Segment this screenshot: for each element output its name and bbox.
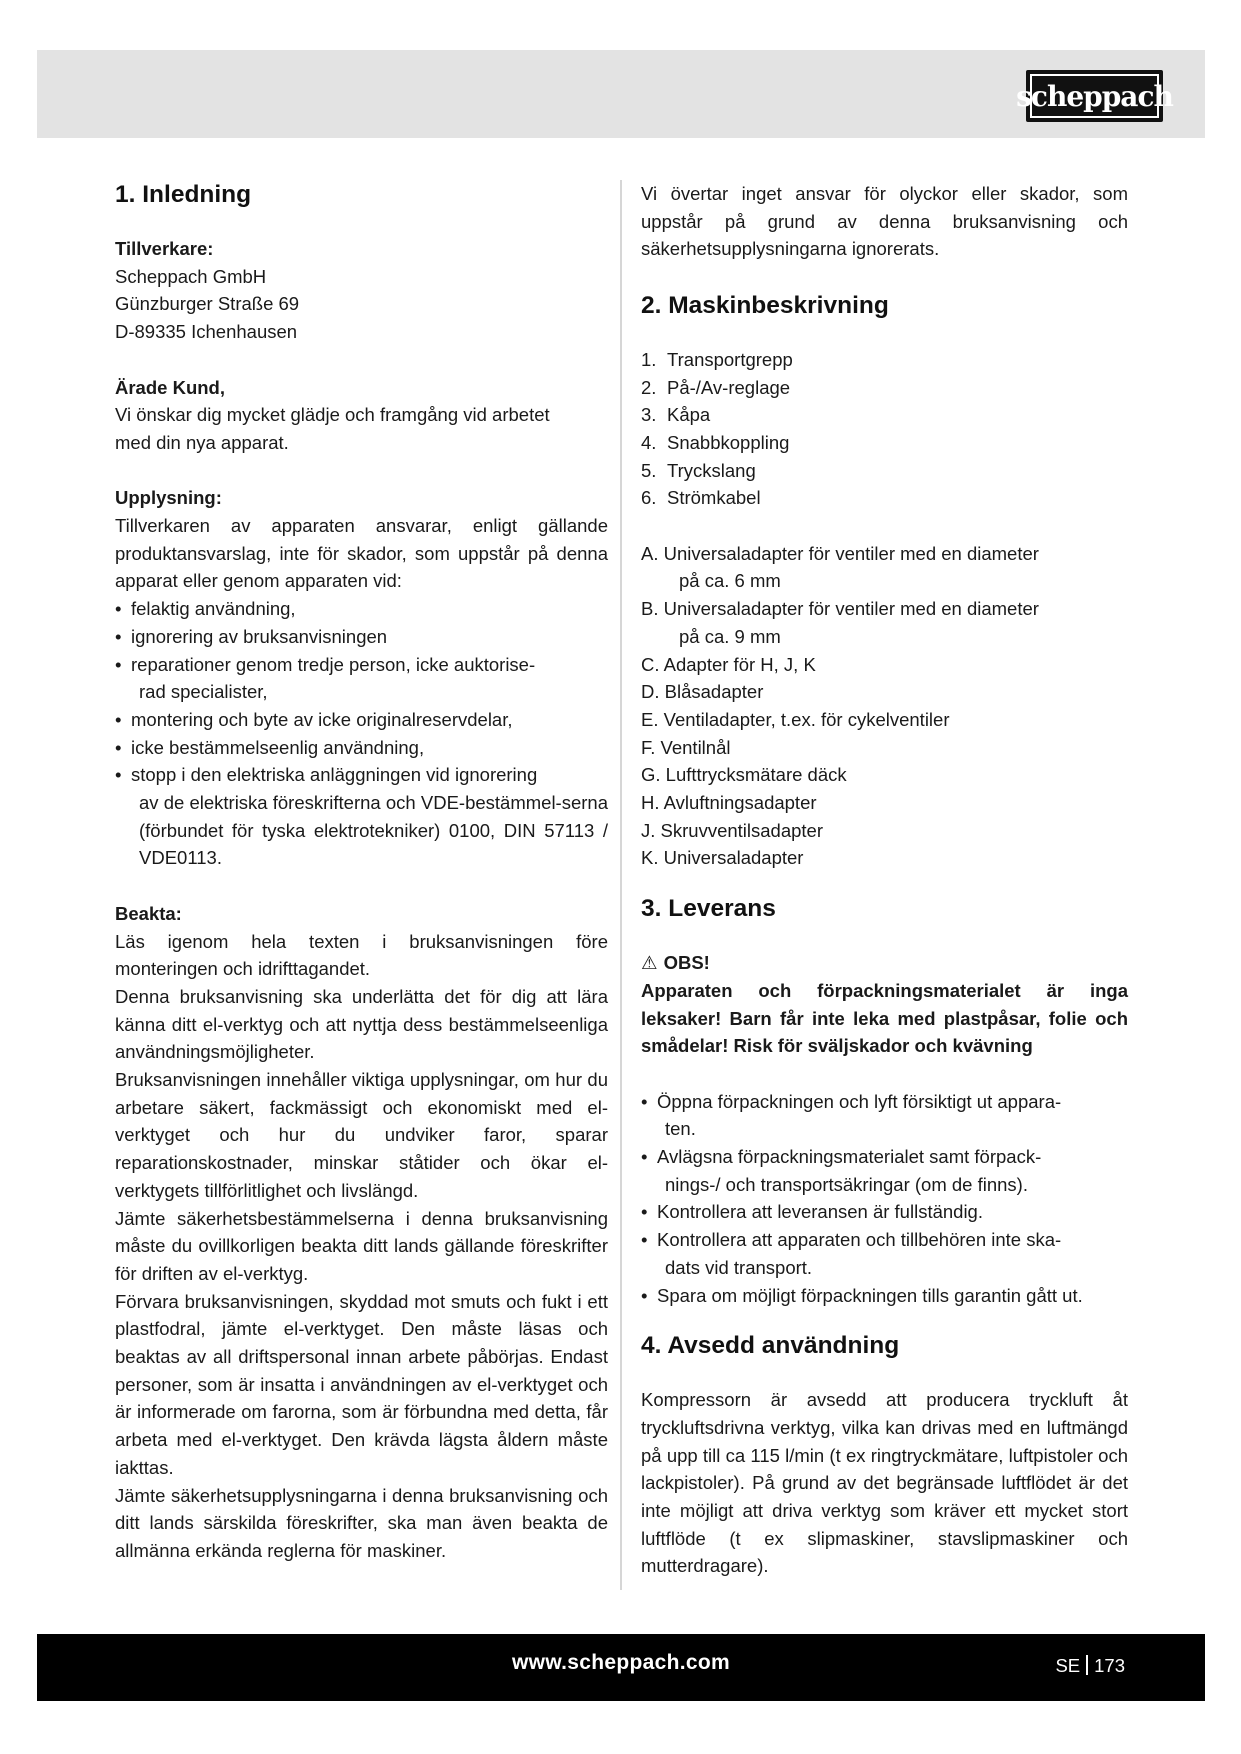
list-item: 5. Tryckslang	[641, 459, 756, 481]
list-item: • Kontrollera att leveransen är fullständig.	[641, 1198, 1128, 1226]
manufacturer-line: Scheppach GmbH	[115, 265, 267, 287]
manufacturer-label: Tillverkare:	[115, 238, 214, 259]
scheppach-logo	[1016, 70, 1173, 122]
list-item: A. Universaladapter för ventiler med en diameter på ca. 6 mm	[641, 542, 1039, 592]
list-item: • reparationer genom tredje person, icke auktorise- rad specialister,	[115, 651, 608, 706]
list-item: H. Avluftningsadapter	[641, 792, 817, 814]
note-paragraph: Jämte säkerhetsupplysningarna i denna bruksanvisning och ditt lands särskilda föreskrifter, ska man även beakta de allmänna erkända reglerna för maskiner.	[115, 1484, 608, 1561]
list-item: • stopp i den elektriska anläggningen vid ignorering av de elektriska föreskrifterna och VDE-bestämmel-serna (förbundet för tyska elektrotekniker) 0100, DIN 57113 / VDE0113.	[115, 761, 608, 872]
warning-title: ⚠ OBS!	[641, 949, 1128, 977]
list-item: • ignorering av bruksanvisningen	[115, 623, 608, 651]
dear-customer-line: Vi önskar dig mycket glädje och framgång vid arbetet	[115, 404, 550, 426]
list-item: D. Blåsadapter	[641, 681, 764, 703]
notice-text: Tillverkaren av apparaten ansvarar, enligt gällande produktansvarslag, inte för skador, som uppstår på denna apparat eller genom apparaten vid:	[115, 515, 608, 592]
warning-body: Apparaten och förpackningsmaterialet är inga leksaker! Barn får inte leka med plastpåsar, folie och smådelar! Risk för sväljskador och kvävning	[641, 979, 1128, 1057]
note-paragraph: Förvara bruksanvisningen, skyddad mot smuts och fukt i ett plastfodral, jämte el-verktyget. Den måste läsas och beaktas av all driftspersonal innan arbete påbörjas. Endast personer, som är insatta i användningen av el-verktyget och är informerade om farorna, som är förbundna med detta, får arbeta med el-verktyget. Den krävda lägsta åldern måste iakttas.	[115, 1290, 608, 1478]
note-label: Beakta:	[115, 902, 182, 924]
list-item: • montering och byte av icke originalreservdelar,	[115, 706, 608, 734]
list-item: E. Ventiladapter, t.ex. för cykelventiler	[641, 708, 950, 730]
list-item: 6. Strömkabel	[641, 487, 761, 509]
note-paragraph: Denna bruksanvisning ska underlätta det för dig att lära känna ditt el-verktyg och att nyttja dess bestämmelseenliga användningsmöjligheter.	[115, 985, 608, 1063]
logo-text: scheppach	[1030, 74, 1159, 118]
list-item: K. Universaladapter	[641, 847, 804, 869]
adapter-list	[641, 540, 1128, 872]
parts-list	[641, 346, 1128, 512]
list-item: 4. Snabbkoppling	[641, 431, 790, 453]
list-item: • Avlägsna förpackningsmaterialet samt förpack- nings-/ och transportsäkringar (om de finns).	[641, 1143, 1128, 1198]
dear-customer-line: med din nya apparat.	[115, 431, 289, 453]
manufacturer-line: Günzburger Straße 69	[115, 293, 300, 315]
dear-customer-label: Ärade Kund,	[115, 376, 225, 398]
list-item: C. Adapter för H, J, K	[641, 653, 816, 675]
section-4-heading: 4. Avsedd användning	[641, 1332, 900, 1360]
left-column	[115, 180, 608, 1565]
note-paragraph: Jämte säkerhetsbestämmelserna i denna bruksanvisning måste du ovillkorligen beakta ditt lands gällande föreskrifter för driften av el-verktyg.	[115, 1207, 608, 1284]
section-2-heading: 2. Maskinbeskrivning	[641, 291, 889, 319]
page-number: SE 173	[1055, 1655, 1125, 1676]
intended-use-text: Kompressorn är avsedd att producera tryckluft åt tryckluftsdrivna verktyg, vilka kan drivas med en luftmängd på upp till ca 115 l/min (t ex ringtryckmätare, luftpistoler och lackpistoler). På grund av det begränsade luftflödet är det inte möjligt att driva verktyg som kräver ett mycket stort luftflöde (t ex slipmaskiner, stavslipmaskiner och mutterdragare).	[641, 1389, 1128, 1577]
list-item: G. Lufttrycksmätare däck	[641, 764, 847, 786]
right-column	[641, 180, 1128, 1580]
warning-icon: ⚠	[641, 952, 658, 974]
list-item: F. Ventilnål	[641, 736, 731, 758]
delivery-bullet-list	[641, 1088, 1128, 1310]
list-item: B. Universaladapter för ventiler med en diameter på ca. 9 mm	[641, 598, 1039, 647]
list-item: • Öppna förpackningen och lyft försiktigt ut appara- ten.	[641, 1088, 1128, 1143]
section-3-heading: 3. Leverans	[641, 895, 776, 923]
list-item: 2. På-/Av-reglage	[641, 376, 791, 398]
list-item: • icke bestämmelseenlig användning,	[115, 734, 608, 762]
list-item: • Kontrollera att apparaten och tillbehören inte ska- dats vid transport.	[641, 1226, 1128, 1281]
list-item: • felaktig användning,	[115, 595, 608, 623]
manufacturer-line: D-89335 Ichenhausen	[115, 321, 298, 343]
footer-url[interactable]: www.scheppach.com	[512, 1651, 730, 1674]
list-item: 1. Transportgrepp	[641, 348, 793, 370]
notice-label: Upplysning:	[115, 487, 222, 509]
note-paragraph: Bruksanvisningen innehåller viktiga upplysningar, om hur du arbetare säkert, fackmässigt och ekonomiskt med el-verktyget och hur du undviker faror, sparar reparationskostnader, minskar ståtider och ökar el-verktygets tillförlitlighet och livslängd.	[115, 1069, 608, 1201]
list-item: J. Skruvventilsadapter	[641, 819, 824, 841]
note-paragraph: Läs igenom hela texten i bruksanvisningen före monteringen och idrifttagandet.	[115, 930, 608, 980]
notice-bullet-list	[115, 595, 608, 872]
column-divider	[620, 180, 622, 1590]
liability-text: Vi övertar inget ansvar för olyckor eller skador, som uppstår på grund av denna bruksanvisning och säkerhetsupplysningarna ignorerats.	[641, 183, 1128, 260]
list-item: • Spara om möjligt förpackningen tills garantin gått ut.	[641, 1282, 1128, 1310]
list-item: 3. Kåpa	[641, 404, 711, 426]
section-1-heading: 1. Inledning	[115, 181, 252, 208]
footer-bar	[37, 1634, 1205, 1701]
